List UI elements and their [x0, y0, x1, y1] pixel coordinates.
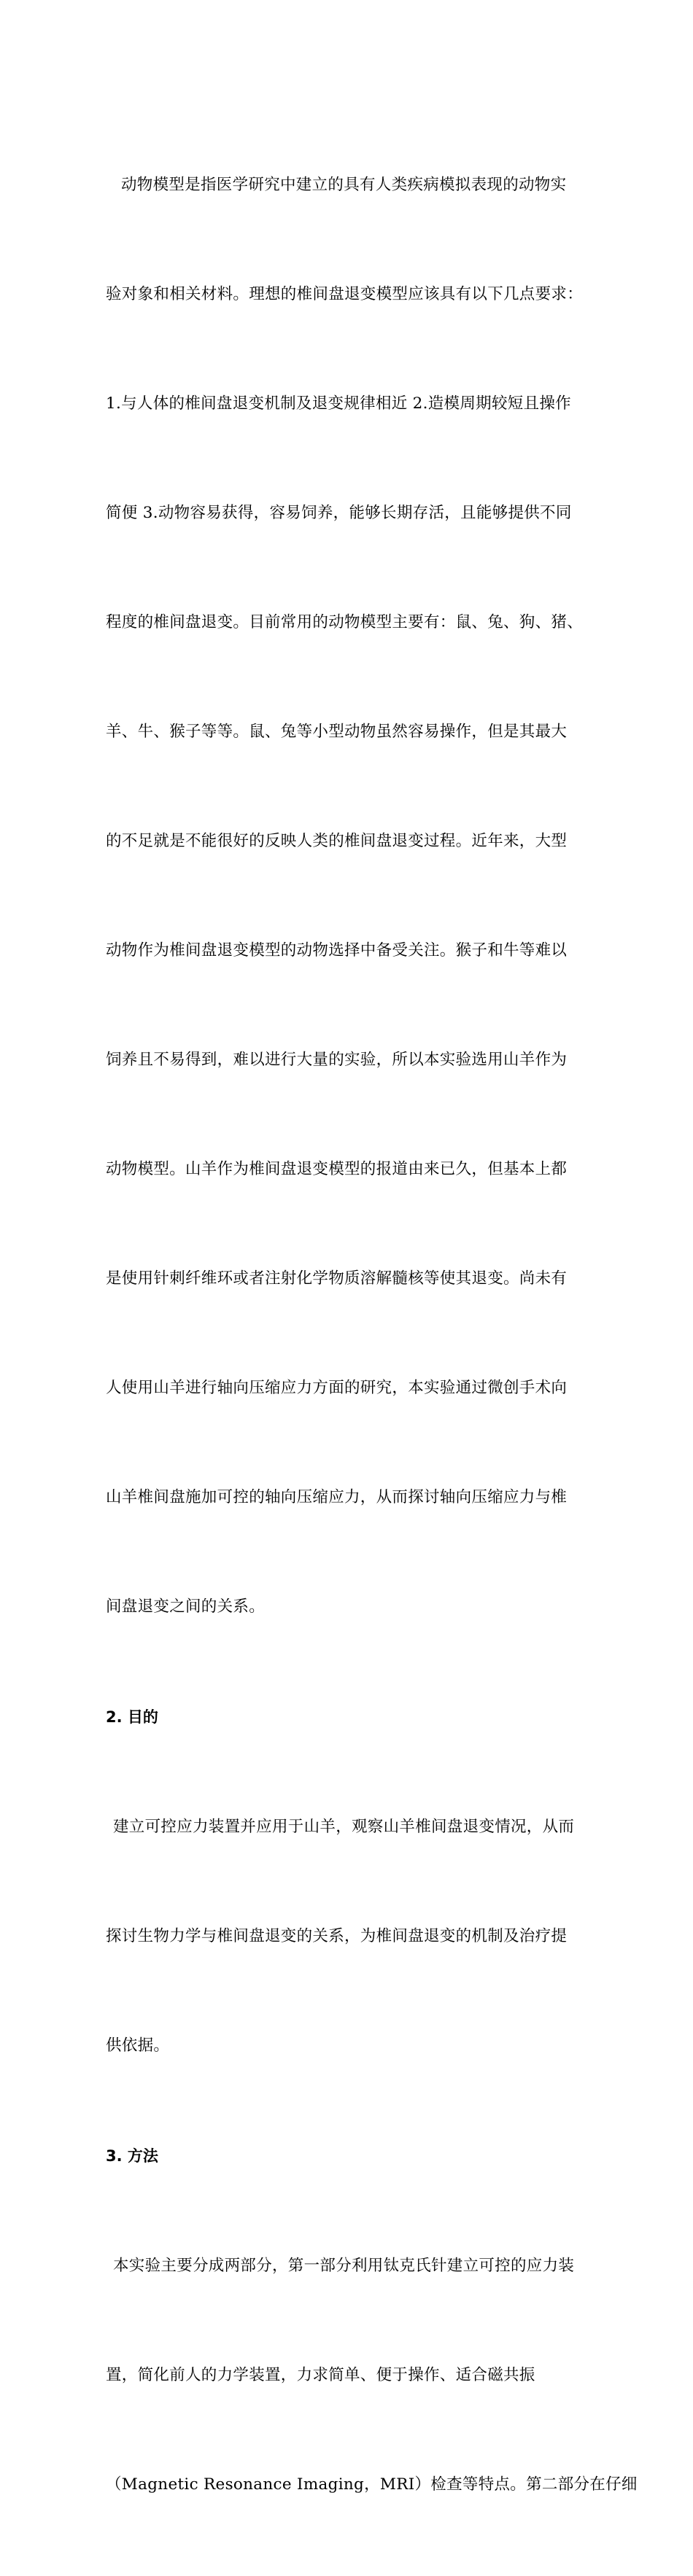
- document-page: [106, 94, 638, 2576]
- paragraph-line: 动物作为椎间盘退变模型的动物选择中备受关注。猴子和牛等难以: [106, 941, 568, 960]
- paragraph-line: 间盘退变之间的关系。: [106, 1598, 266, 1616]
- paragraph-line: 山羊椎间盘施加可控的轴向压缩应力，从而探讨轴向压缩应力与椎: [106, 1488, 568, 1506]
- paragraph-line: 动物模型。山羊作为椎间盘退变模型的报道由来已久，但基本上都: [106, 1160, 568, 1178]
- paragraph-line: 程度的椎间盘退变。目前常用的动物模型主要有：鼠、兔、狗、猪、: [106, 613, 584, 631]
- paragraph-line: 探讨生物力学与椎间盘退变的关系，为椎间盘退变的机制及治疗提: [106, 1927, 568, 1945]
- paragraph-line: 人使用山羊进行轴向压缩应力方面的研究，本实验通过微创手术向: [106, 1379, 568, 1397]
- paragraph-line: 是使用针刺纤维环或者注射化学物质溶解髓核等使其退变。尚未有: [106, 1269, 568, 1288]
- paragraph-line: 供依据。: [106, 2036, 170, 2055]
- purpose-paragraph: [106, 1736, 595, 2137]
- paragraph-line: 羊、牛、猴子等等。鼠、兔等小型动物虽然容易操作，但是其最大: [106, 723, 568, 741]
- paragraph-line: 的不足就是不能很好的反映人类的椎间盘退变过程。近年来，大型: [106, 832, 568, 850]
- section-heading-purpose: 2. 目的: [106, 1708, 158, 1726]
- paragraph-line: （Magnetic Resonance Imaging，MRI）检查等特点。第二部分在仔细: [106, 2475, 638, 2494]
- method-paragraph: [106, 2175, 638, 2576]
- section-heading-method: 3. 方法: [106, 2147, 158, 2165]
- intro-paragraph: [106, 94, 595, 1698]
- paragraph-line: 1.与人体的椎间盘退变机制及退变规律相近 2.造模周期较短且操作: [106, 394, 571, 413]
- paragraph-line: 置，简化前人的力学装置，力求简单、便于操作、适合磁共振: [106, 2366, 535, 2384]
- paragraph-line: 建立可控应力装置并应用于山羊，观察山羊椎间盘退变情况，从而: [113, 1818, 575, 1836]
- paragraph-line: 饲养且不易得到，难以进行大量的实验，所以本实验选用山羊作为: [106, 1051, 568, 1069]
- paragraph-line: 简便 3.动物容易获得，容易饲养，能够长期存活，且能够提供不同: [106, 504, 572, 522]
- paragraph-line: 本实验主要分成两部分，第一部分利用钛克氏针建立可控的应力装: [113, 2257, 575, 2275]
- paragraph-line: 验对象和相关材料。理想的椎间盘退变模型应该具有以下几点要求：: [106, 285, 584, 303]
- paragraph-line: 动物模型是指医学研究中建立的具有人类疾病模拟表现的动物实: [121, 176, 567, 194]
